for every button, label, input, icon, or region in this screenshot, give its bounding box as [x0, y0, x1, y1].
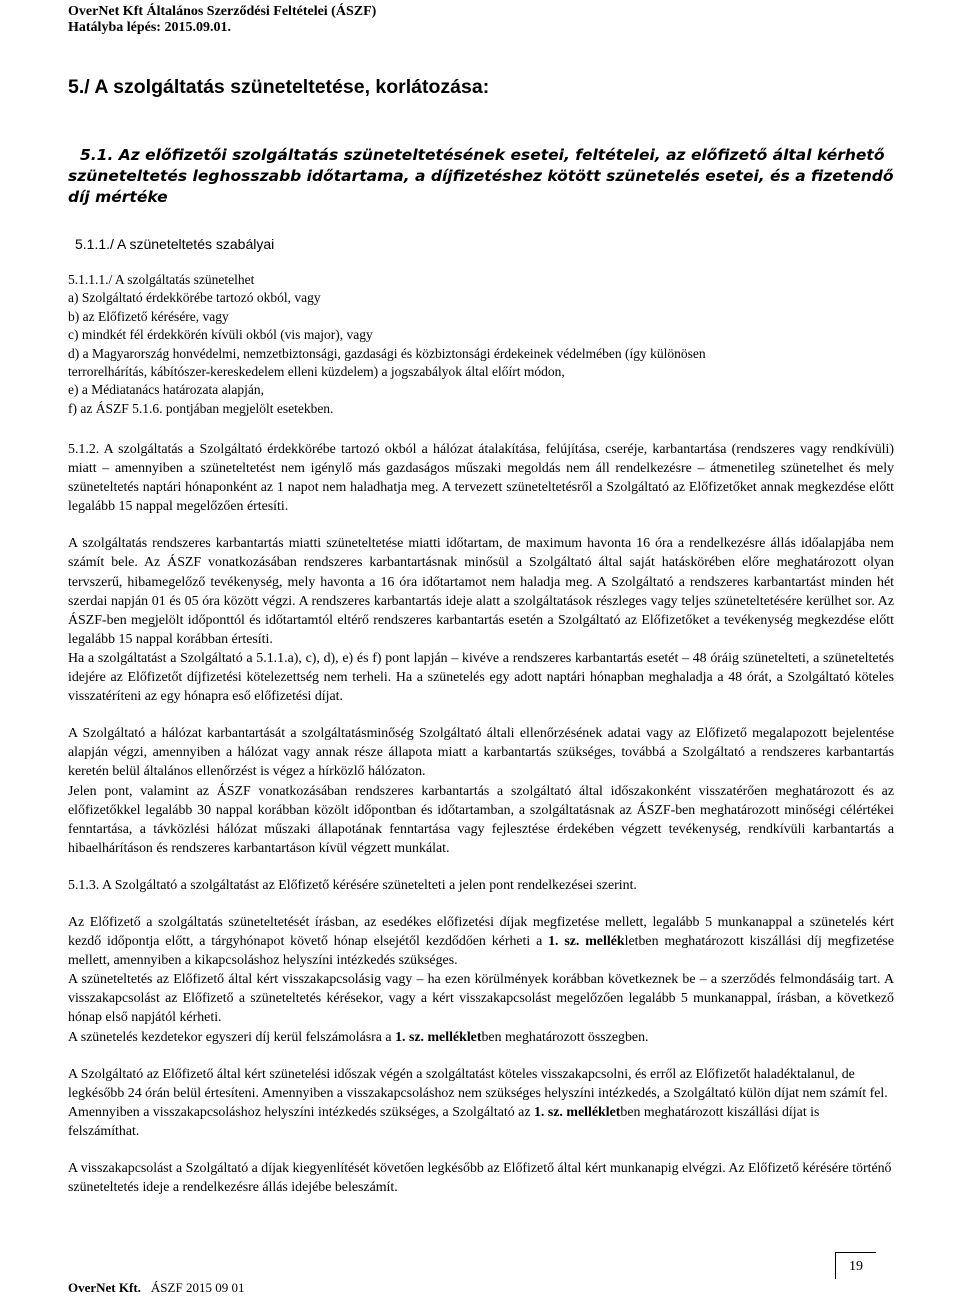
- paragraph-text: A szünetelés kezdetekor egyszeri díj kerül felszámolásra a: [68, 1029, 396, 1045]
- subsection-title: 5.1. Az előfizetői szolgáltatás szüneteltetésének esetei, feltételei, az előfizető által kérhető szüneteltetés leghosszabb időtartama, a díjfizetéshez kötött szünetelés esetei, és a fizetendő díj mértéke: [68, 146, 894, 206]
- sub-subsection-title: 5.1.1./ A szüneteltetés szabályai: [75, 236, 275, 252]
- list-intro: 5.1.1.1./ A szolgáltatás szünetelhet: [68, 272, 255, 287]
- suspension-cases-list: [68, 271, 898, 418]
- paragraph: A szüneteltetés az Előfizető által kért visszakapcsolásig vagy – ha ezen körülmények korábban következnek be – a szerződés felmondásáig tart. A visszakapcsolást az Előfizető a szüneteltetés kérésekor, vagy a kért visszakapcsolást megelőzően legalább 5 munkanappal, írásban, a következő hónap első napjától kérheti.: [68, 972, 894, 1026]
- list-item: e) a Médiatanács határozata alapján,: [68, 382, 265, 398]
- annex-reference: 1. sz. melléklet: [533, 1104, 621, 1120]
- paragraph: A Szolgáltató a hálózat karbantartását a szolgáltatásminőség Szolgáltató általi ellenőrzésének adatai vagy az Előfizető megalapozott bejelentése alapján végzi, amennyiben a hálózat vagy annak része állapota miatt a karbantartás szükséges, továbbá a Szolgáltató a rendszeres karbantartás keretén belül általános ellenőrzést is végez a hírközlő hálózaton.: [68, 726, 894, 780]
- paragraph: Jelen pont, valamint az ÁSZF vonatkozásában rendszeres karbantartás a szolgáltató által időszakonként visszatérően meghatározott és az előfizetőkkel legalább 30 nappal korábban közölt időpontban és időtartamban, a szolgáltatásnak az ÁSZF-ben meghatározott minőségi célértékei fenntartása, a távközlési hálózat műszaki állapotának fenntartása vagy fejlesztése érdekében végzett tevékenység, rendkívüli karbantartás a hibaelhárításon és rendszeres karbantartáson kívül végzett munkálat.: [68, 783, 894, 856]
- page-number: 19: [835, 1252, 876, 1279]
- footer-doc-id: ÁSZF 2015 09 01: [150, 1280, 245, 1295]
- paragraph-text: letben meghatározott kiszállási díj megfizetése mellett, amennyiben a kikapcsoláshoz helyszíni intézkedés szükséges.: [68, 934, 894, 969]
- list-item: a) Szolgáltató érdekkörébe tartozó okból, vagy: [68, 290, 321, 306]
- body-text: [68, 440, 894, 1197]
- paragraph: [68, 1028, 894, 1047]
- page-header: [68, 4, 376, 36]
- paragraph: 5.1.2. A szolgáltatás a Szolgáltató érdekkörébe tartozó okból a hálózat átalakítása, felújítása, cseréje, karbantartása (rendszeres vagy rendkívüli) miatt – amennyiben a szüneteltetést nem igénylő más gazdaságos műszaki megoldás nem áll rendelkezésre – átmenetileg szünetelhet és mely szüneteltetés naptári hónaponként az 1 napot nem haladhatja meg. A tervezett szüneteltetésről a Szolgáltató az Előfizetőket annak megkezdése előtt legalább 15 nappal megelőzően értesíti.: [68, 442, 894, 515]
- paragraph-text: ben meghatározott összegben.: [481, 1029, 649, 1045]
- list-item: b) az Előfizető kérésére, vagy: [68, 308, 229, 324]
- annex-reference: 1. sz. melléklet: [395, 1029, 482, 1045]
- paragraph: [68, 913, 894, 970]
- paragraph: 5.1.3. A Szolgáltató a szolgáltatást az Előfizető kérésére szünetelteti a jelen pont rendelkezései szerint.: [68, 877, 637, 893]
- header-title: OverNet Kft Általános Szerződési Feltételei (ÁSZF): [68, 4, 377, 19]
- list-item: f) az ÁSZF 5.1.6. pontjában megjelölt esetekben.: [68, 400, 334, 416]
- annex-reference: 1. sz. mellék: [548, 934, 625, 950]
- footer-company: OverNet Kft.: [68, 1280, 141, 1295]
- list-item-continuation: terrorelhárítás, kábítószer-kereskedelem elleni küzdelem) a jogszabályok által előírt módon,: [68, 364, 565, 380]
- paragraph-text: ben meghatározott kiszállási díjat is felszámíthat.: [68, 1104, 820, 1139]
- paragraph: A szolgáltatás rendszeres karbantartás miatti szüneteltetése miatti időtartam, de maximum havonta 16 óra a rendelkezésre állás időalapjába nem számít bele. Az ÁSZF vonatkozásában rendszeres karbantartásnak minősül a Szolgáltató által saját hatáskörében előre meghatározott olyan tervszerű, hibamegelőző tevékenység, mely havonta a 16 óra időtartamot nem haladja meg. A Szolgáltató a rendszeres karbantartást minden hét szerdai napján 01 és 05 óra között végzi. A rendszeres karbantartás ideje alatt a szolgáltatások részleges vagy teljes szüneteltetésére kerülhet sor. Az ÁSZF-ben megjelölt időponttól és időtartamtól eltérő rendszeres karbantartás esetén a Szolgáltató az Előfizetőket a tevékenység megkezdése előtt legalább 15 nappal korábban értesíti.: [68, 536, 894, 647]
- paragraph-text: A Szolgáltató az Előfizető által kért szünetelési időszak végén a szolgáltatást köteles visszakapcsolni, és erről az Előfizetőt haladéktalanul, de legkésőbb 24 órán belül értesíteni. Amennyiben a visszakapcsoláshoz nem szükséges helyszíni intézkedés, a Szolgáltató külön díjat nem számít fel. Amennyiben a visszakapcsoláshoz helyszíni intézkedés szükséges, a Szolgáltató az: [68, 1066, 888, 1120]
- paragraph: Ha a szolgáltatást a Szolgáltató a 5.1.1.a), c), d), e) és f) pont lapján – kivéve a rendszeres karbantartás esetét – 48 óráig szünetelteti, a szüneteltetés idejére az Előfizetőt díjfizetési kötelezettség nem terheli. Ha a szünetelés egy adott naptári hónapban meghaladja a 48 órát, a Szolgáltató köteles visszatéríteni az egy hónapra eső előfizetési díjat.: [68, 650, 894, 705]
- paragraph: A visszakapcsolást a Szolgáltató a díjak kiegyenlítését követően legkésőbb az Előfizető által kért munkanapig elvégzi. Az Előfizető kérésére történő szüneteltetés ideje a rendelkezésre állás idejébe beleszámít.: [68, 1161, 892, 1196]
- list-item: d) a Magyarország honvédelmi, nemzetbiztonsági, gazdasági és közbiztonsági érdekeinek védelmében (így különösen: [68, 345, 706, 361]
- paragraph: [68, 1065, 894, 1141]
- paragraph-text: Az Előfizető a szolgáltatás szüneteltetését írásban, az esedékes előfizetési díjak megfizetése mellett, legalább 5 munkanappal a szünetelés kért kezdő időpontja előtt, a tárgyhónapot követő hónap elsejétől kezdődően kérheti a: [68, 914, 894, 950]
- list-item: c) mindkét fél érdekkörén kívüli okból (vis major), vagy: [68, 327, 373, 343]
- header-effective-date: Hatályba lépés: 2015.09.01.: [68, 20, 231, 35]
- section-title: 5./ A szolgáltatás szüneteltetése, korlátozása:: [68, 76, 490, 98]
